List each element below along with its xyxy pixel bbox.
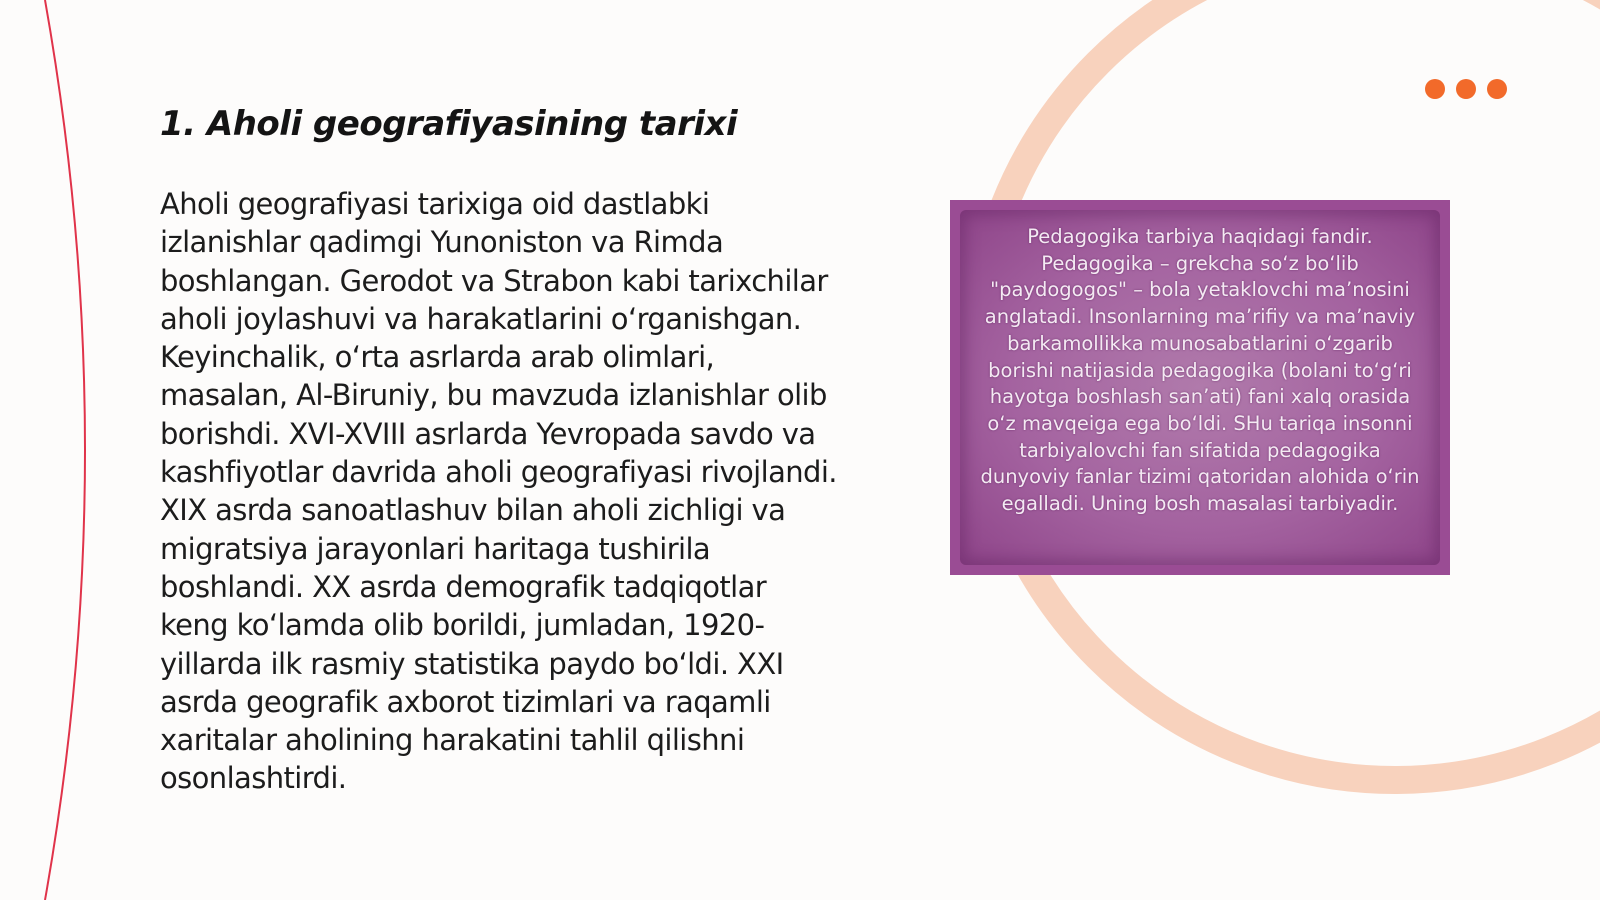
slide-body-text: Aholi geografiyasi tarixiga oid dastlabki izlanishlar qadimgi Yunoniston va Rimda boshlangan. Gerodot va Strabon kabi tarixchilar aholi joylashuvi va harakatlarini o‘rganishgan. Keyinchalik, o‘rta asrlarda arab olimlari, masalan, Al-Biruniy, bu mavzuda izlanishlar olib borishdi. XVI-XVIII asrlarda Yevropada savdo va kashfiyotlar davrida aholi geografiyasi rivojlandi. XIX asrda sanoatlashuv bilan aholi zichligi va migratsiya jarayonlari haritaga tushirila boshlandi. XX asrda demografik tadqiqotlar keng ko‘lamda olib borildi, jumladan, 1920-yillarda ilk rasmiy statistika paydo bo‘ldi. XXI asrda geografik axborot tizimlari va raqamli xaritalar aholining harakatini tahlil qilishni osonlashtirdi. [160,187,837,796]
decorative-left-arc [45,0,85,900]
dot [1487,79,1507,99]
text-image [950,200,1450,575]
slide-title: 1. Aholi geografiyasining tarixi [160,104,738,144]
dot [1425,79,1445,99]
image-caption-text: Pedagogika tarbiya haqidagi fandir. Pedagogika – grekcha so‘z bo‘lib "paydogogos" – bola yetaklovchi ma’nosini anglatadi. Insonlarning ma’rifiy va ma’naviy barkamollikka munosabatlarini o‘zgarib borishi natijasida pedagogika (bolani to‘g‘ri hayotga boshlash san’ati) fani xalq orasida o‘z mavqeiga ega bo‘ldi. SHu tariqa insonni tarbiyalovchi fan sifatida pedagogika dunyoviy fanlar tizimi qatoridan alohida o‘rin egalladi. Uning bosh masalasi tarbiyadir. [980,225,1420,516]
ellipsis-dots-icon [1425,79,1507,99]
dot [1456,79,1476,99]
